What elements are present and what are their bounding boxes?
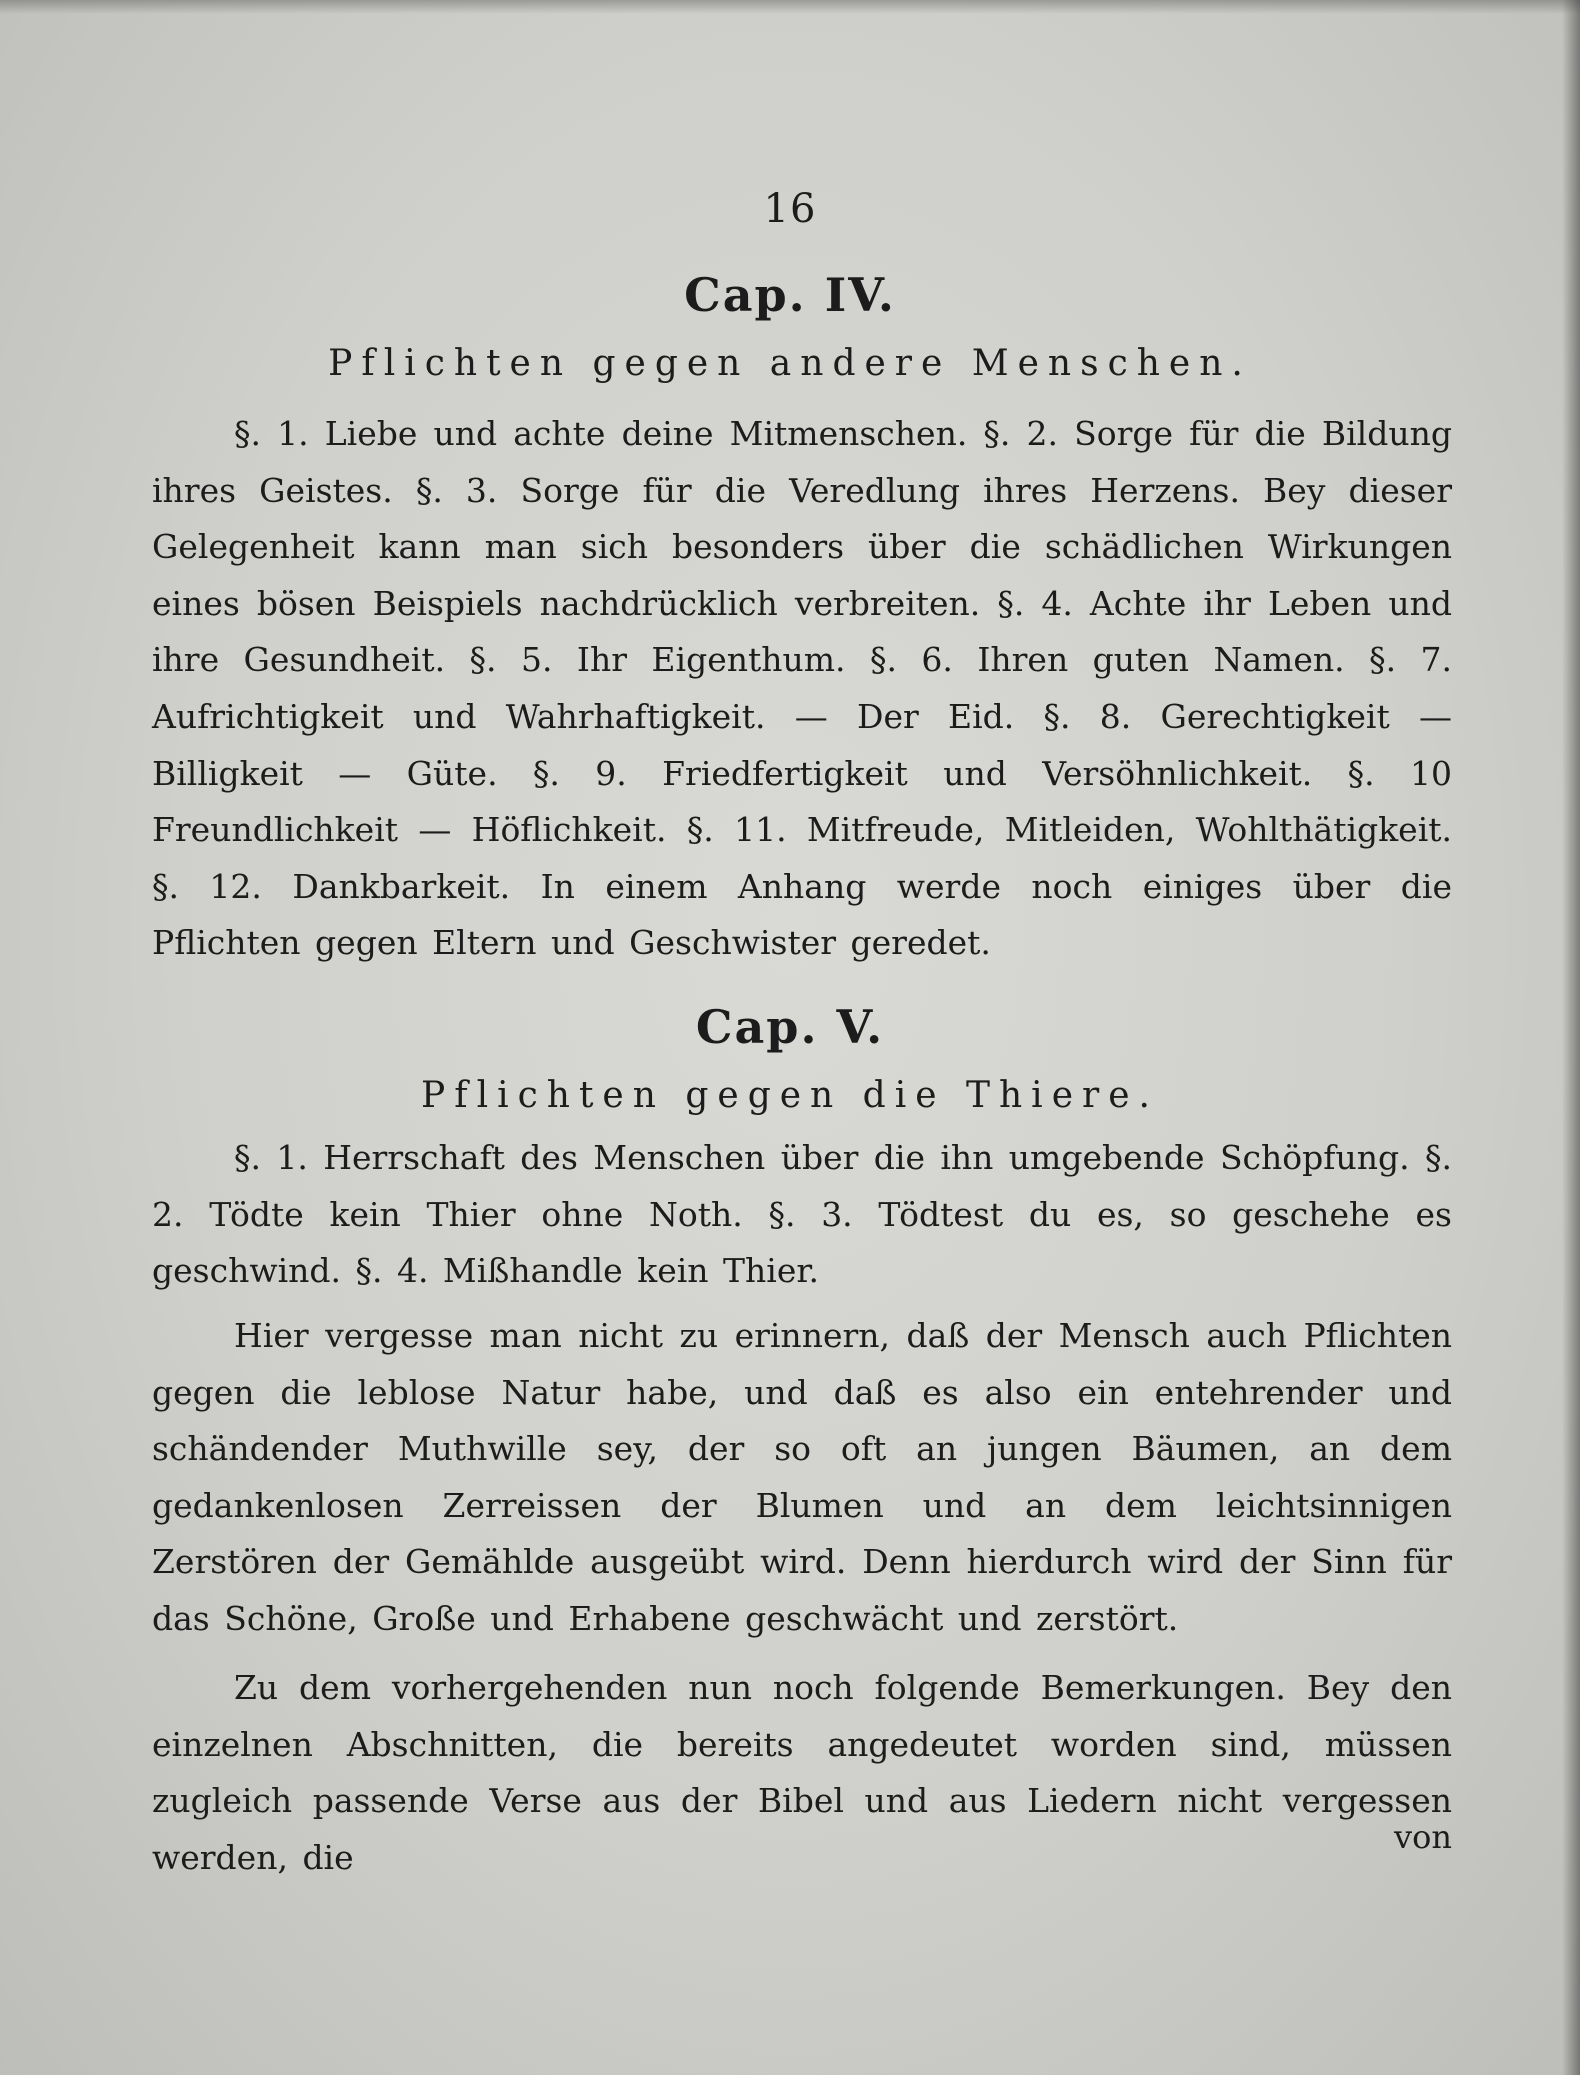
chapter-4-paragraph: §. 1. Liebe und achte deine Mitmenschen. §. 2. Sorge für die Bildung ihres Geistes. §. 3. Sorge für die Veredlung ihres Herzens. Bey dieser Gelegenheit kann man sich besonders über die schädlichen Wirkungen eines bösen Beispiels nachdrücklich verbreiten. §. 4. Achte ihr Leben und ihre Gesundheit. §. 5. Ihr Eigenthum. §. 6. Ihren guten Namen. §. 7. Aufrichtigkeit und Wahrhaftigkeit. — Der Eid. §. 8. Gerechtigkeit — Billigkeit — Güte. §. 9. Friedfertigkeit und Versöhnlichkeit. §. 10 Freundlichkeit — Höflichkeit. §. 11. Mitfreude, Mitleiden, Wohlthätigkeit. §. 12. Dankbarkeit. In einem Anhang werde noch einiges über die Pflichten gegen Eltern und Geschwister geredet. [152, 414, 1452, 963]
chapter-5-title: Pflichten gegen die Thiere. [421, 1075, 1159, 1116]
chapter-4-heading: Cap. IV. [684, 268, 896, 322]
page-top-shadow [0, 0, 1580, 14]
catchword: von [1394, 1818, 1452, 1856]
chapter-5-paragraph-1: §. 1. Herrschaft des Menschen über die ihn umgebende Schöpfung. §. 2. Tödte kein Thier ohne Noth. §. 3. Tödtest du es, so geschehe es geschwind. §. 4. Mißhandle kein Thier. [152, 1138, 1452, 1291]
chapter-4-title: Pflichten gegen andere Menschen. [328, 343, 1252, 384]
chapter-5-paragraph-2: Hier vergesse man nicht zu erinnern, daß der Mensch auch Pflichten gegen die leblose Natur habe, und daß es also ein entehrender und schändender Muthwille sey, der so oft an jungen Bäumen, an dem gedankenlosen Zerreissen der Blumen und an dem leichtsinnigen Zerstören der Gemählde ausgeübt wird. Denn hierdurch wird der Sinn für das Schöne, Große und Erhabene geschwächt und zerstört. [152, 1316, 1452, 1638]
page-number: 16 [763, 186, 817, 232]
chapter-5-paragraph-3: Zu dem vorhergehenden nun noch folgende Bemerkungen. Bey den einzelnen Abschnitten, die bereits angedeutet worden sind, müssen zugleich passende Verse aus der Bibel und aus Liedern nicht vergessen werden, die [152, 1668, 1452, 1877]
chapter-5-heading: Cap. V. [695, 1000, 885, 1054]
